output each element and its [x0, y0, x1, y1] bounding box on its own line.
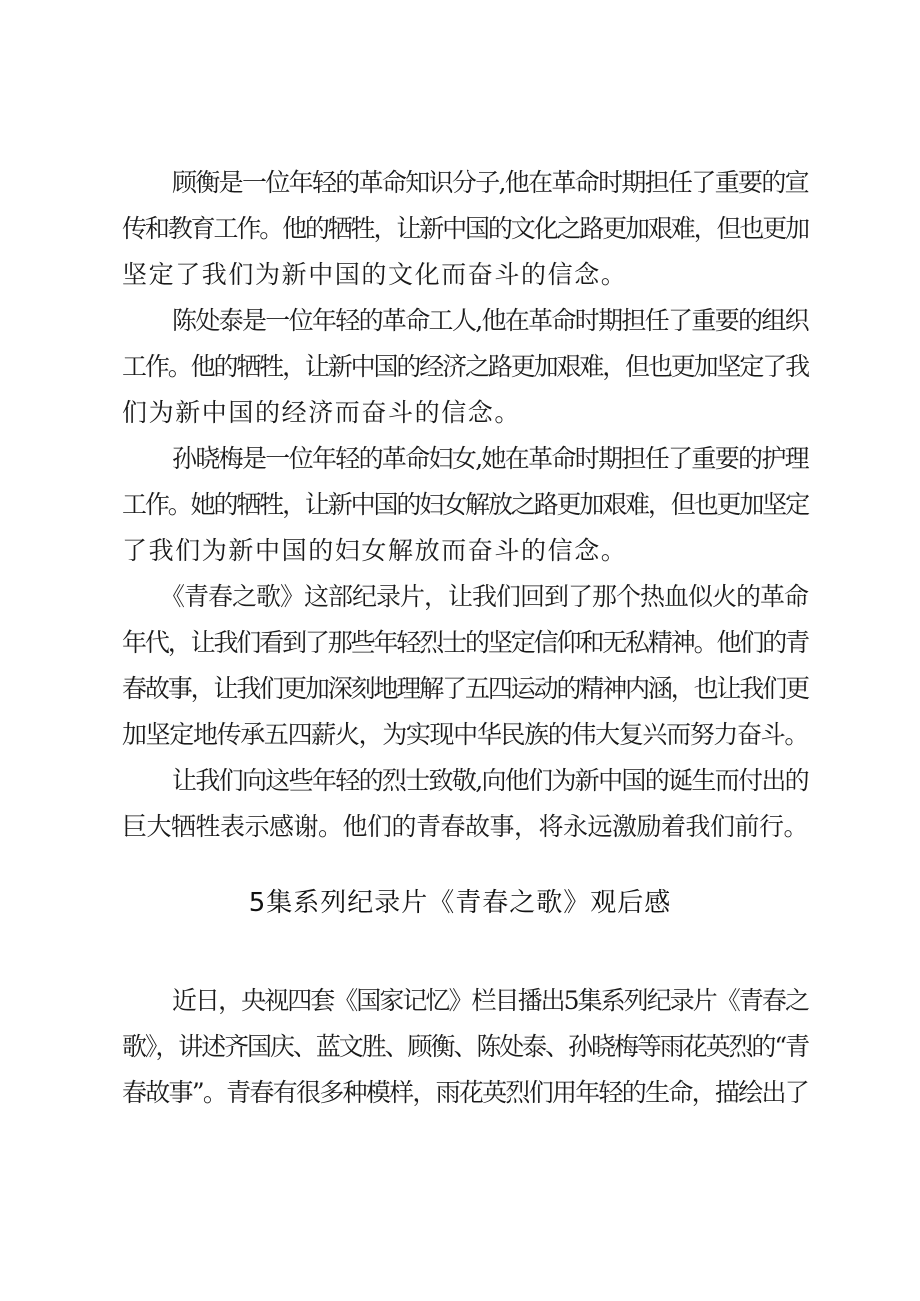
paragraph-1-line-3: 坚定了我们为新中国的文化而奋斗的信念。 — [122, 260, 628, 289]
paragraph-4-line-2: 年代，让我们看到了那些年轻烈士的坚定信仰和无私精神。他们的青 — [122, 628, 808, 657]
paragraph-2-line-2: 工作。他的牺牲，让新中国的经济之路更加艰难，但也更加坚定了我 — [122, 352, 808, 381]
paragraph-3-line-3: 了我们为新中国的妇女解放而奋斗的信念。 — [122, 536, 628, 565]
paragraph-3-line-2: 工作。她的牺牲，让新中国的妇女解放之路更加艰难，但也更加坚定 — [122, 490, 808, 519]
intro-line-1: 近日，央视四套《国家记忆》栏目播出5集系列纪录片《青春之 — [172, 986, 808, 1015]
paragraph-5-line-1: 让我们向这些年轻的烈士致敬,向他们为新中国的诞生而付出的 — [172, 766, 808, 795]
intro-line-2: 歌》，讲述齐国庆、蓝文胜、顾衡、陈处泰、孙晓梅等雨花英烈的“青 — [122, 1032, 808, 1061]
paragraph-2-line-3: 们为新中国的经济而奋斗的信念。 — [122, 398, 522, 427]
paragraph-4-line-4: 加坚定地传承五四薪火，为实现中华民族的伟大复兴而努力奋斗。 — [122, 720, 808, 749]
intro-line-3: 春故事”。青春有很多种模样，雨花英烈们用年轻的生命，描绘出了 — [122, 1078, 808, 1107]
paragraph-1-line-2: 传和教育工作。他的牺牲，让新中国的文化之路更加艰难，但也更加 — [122, 214, 808, 243]
paragraph-3-line-1: 孙晓梅是一位年轻的革命妇女,她在革命时期担任了重要的护理 — [172, 444, 808, 473]
paragraph-1-line-1: 顾衡是一位年轻的革命知识分子,他在革命时期担任了重要的宣 — [172, 168, 808, 197]
paragraph-4-line-1: 《青春之歌》这部纪录片，让我们回到了那个热血似火的革命 — [160, 582, 808, 611]
paragraph-2-line-1: 陈处泰是一位年轻的革命工人,他在革命时期担任了重要的组织 — [172, 306, 808, 335]
paragraph-5-line-2: 巨大牺牲表示感谢。他们的青春故事，将永远激励着我们前行。 — [122, 812, 808, 841]
paragraph-4-line-3: 春故事，让我们更加深刻地理解了五四运动的精神内涵，也让我们更 — [122, 674, 808, 703]
article-heading: 5集系列纪录片《青春之歌》观后感 — [248, 888, 672, 918]
